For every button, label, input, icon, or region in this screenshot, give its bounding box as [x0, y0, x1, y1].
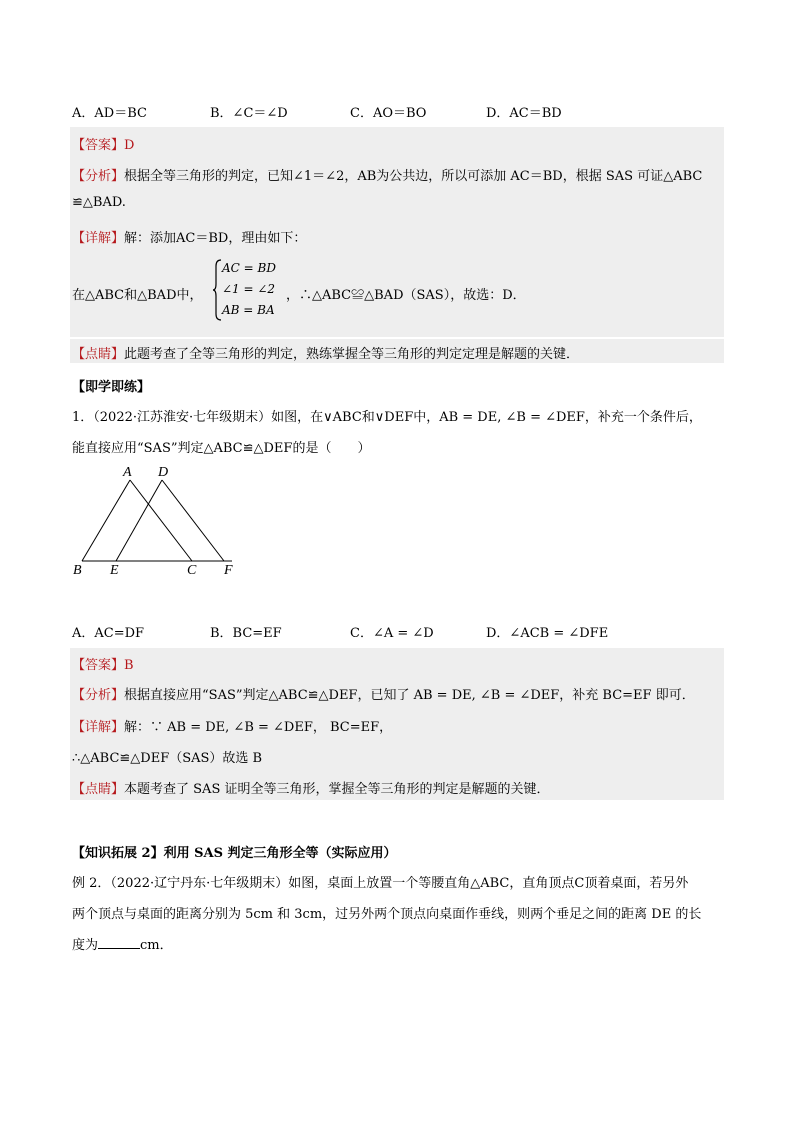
q1-option-c[interactable]: C．∠A = ∠D: [350, 626, 434, 641]
label-e: E: [110, 563, 119, 578]
q1-options: [72, 622, 632, 642]
answer-blank[interactable]: [98, 936, 140, 949]
system-eq-1: AC = BD: [222, 261, 276, 275]
label-c: C: [187, 563, 197, 578]
prev-detail: 【详解】解：添加AC＝BD，理由如下：: [72, 231, 307, 246]
q1-stem-line2: 能直接应用“SAS”判定△ABC≌△DEF的是（ ）: [72, 441, 371, 456]
option-c[interactable]: C．AO＝BO: [350, 106, 427, 121]
label-b: B: [73, 563, 82, 578]
q1-detail: 【详解】解：∵ AB = DE, ∠B = ∠DEF， BC=EF，: [72, 720, 393, 735]
option-d[interactable]: D．AC＝BD: [486, 106, 562, 121]
q1-answer: 【答案】B: [72, 658, 134, 673]
prev-options: [72, 102, 632, 122]
ex2-line2: 两个顶点与桌面的距离分别为 5cm 和 3cm，过另外两个顶点向桌面作垂线，则两个垂足之间的距离 DE 的长: [72, 907, 702, 922]
segment-df: [162, 480, 224, 561]
triangle-figure: [70, 462, 250, 580]
system-eq-2: ∠1 = ∠2: [222, 282, 276, 296]
label-d: D: [158, 465, 169, 480]
q1-analysis: 【分析】根据直接应用“SAS”判定△ABC≌△DEF，已知了 AB = DE, ∠B = ∠DEF，补充 BC=EF 即可．: [72, 688, 695, 703]
q1-stem-line1: 1．（2022·江苏淮安·七年级期末）如图，在∨ABC和∨DEF中，AB = DE, ∠B = ∠DEF，补充一个条件后，: [72, 410, 702, 425]
q1-option-a[interactable]: A．AC=DF: [72, 626, 145, 641]
option-b[interactable]: B．∠C＝∠D: [210, 106, 288, 121]
prev-analysis: 【分析】根据全等三角形的判定，已知∠1＝∠2，AB为公共边，所以可添加 AC＝BD，根据 SAS 可证△ABC: [72, 169, 703, 184]
label-a: A: [123, 465, 132, 480]
q1-detail-cont: ∴△ABC≌△DEF（SAS）故选 B: [72, 751, 263, 766]
label-f: F: [224, 563, 233, 578]
q1-option-b[interactable]: B．BC=EF: [210, 626, 282, 641]
prev-comment: 【点睛】此题考查了全等三角形的判定，熟练掌握全等三角形的判定定理是解题的关键．: [72, 347, 580, 362]
option-a[interactable]: A．AD＝BC: [72, 106, 147, 121]
practice-heading: 【即学即练】: [72, 380, 151, 395]
ex2-line1: 例 2．（2022·辽宁丹东·七年级期末）如图，桌面上放置一个等腰直角△ABC，直角顶点C顶着桌面，若另外: [72, 876, 689, 891]
prev-analysis-cont: ≌△BAD.: [72, 195, 126, 210]
q1-option-d[interactable]: D．∠ACB = ∠DFE: [486, 626, 609, 641]
prev-detail-post: ，∴△ABC≌△BAD（SAS），故选：D．: [286, 288, 526, 303]
ex2-line3: 度为 cm．: [72, 938, 173, 953]
system-eq-3: AB = BA: [222, 303, 275, 317]
extension-heading: 【知识拓展 2】利用 SAS 判定三角形全等（实际应用）: [72, 846, 397, 861]
prev-answer: 【答案】D: [72, 138, 135, 153]
q1-comment: 【点睛】本题考查了 SAS 证明全等三角形，掌握全等三角形的判定是解题的关键．: [72, 782, 550, 797]
prev-detail-pre: 在△ABC和△BAD中，: [72, 288, 203, 303]
